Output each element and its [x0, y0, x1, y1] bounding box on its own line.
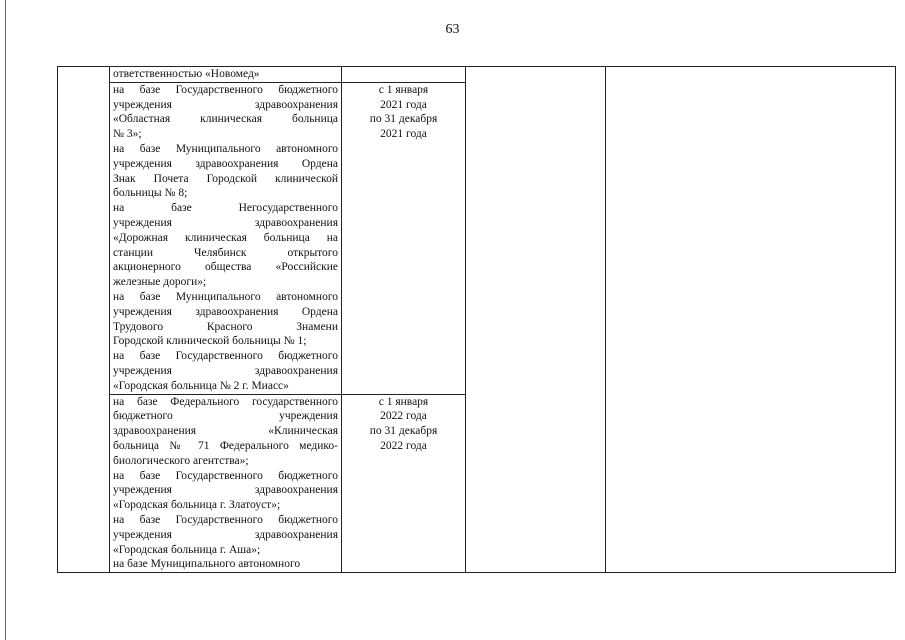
text-line: биологического агентства»;: [113, 454, 249, 467]
text-line: учреждения здравоохранения: [113, 364, 338, 377]
text-line: Городской клинической больницы № 1;: [113, 335, 307, 348]
period-cell: [342, 394, 466, 573]
period-line: с 1 января: [378, 83, 429, 96]
text-line: Трудового Красного Знамени: [113, 320, 338, 333]
text-line: № 3»;: [113, 128, 142, 141]
period-line: 2022 года: [380, 439, 427, 452]
text-line: «Областная клиническая больница: [113, 113, 338, 126]
text-line: Знак Почета Городской клинической: [113, 172, 338, 185]
facility-text-cell: [110, 394, 342, 573]
text-lines: [113, 83, 338, 394]
text-line: на базе Негосударственного: [113, 202, 338, 215]
text-line: учреждения здравоохранения: [113, 216, 338, 229]
period-lines: [345, 83, 462, 142]
text-line: «Дорожная клиническая больница на: [113, 231, 338, 244]
text-line: на базе Муниципального автономного: [113, 142, 338, 155]
period-line: по 31 декабря: [369, 425, 438, 438]
text-line: ответственностью «Новомед»: [113, 68, 260, 80]
period-line: по 31 декабря: [369, 113, 438, 126]
period-line: 2022 года: [380, 410, 427, 423]
period-lines: [345, 395, 462, 454]
empty-column-cell: [466, 67, 606, 573]
page-number: 63: [445, 22, 460, 37]
text-lines: [113, 67, 338, 82]
period-line: с 1 января: [378, 395, 429, 408]
text-line: на базе Муниципального автономного: [113, 290, 338, 303]
text-line: учреждения здравоохранения Ордена: [113, 157, 338, 170]
binding-edge-line: [5, 0, 6, 640]
text-line: «Городская больница г. Златоуст»;: [113, 499, 281, 512]
text-line: на базе Государственного бюджетного: [113, 513, 338, 526]
facility-text-cell: [110, 82, 342, 394]
text-line: «Городская больница г. Аша»;: [113, 543, 261, 556]
text-line: учреждения здравоохранения: [113, 98, 338, 111]
text-line: «Городская больница № 2 г. Миасс»: [113, 379, 289, 392]
text-line: здравоохранения «Клиническая: [113, 425, 338, 438]
text-line: бюджетного учреждения: [113, 410, 338, 423]
text-line: на базе Государственного бюджетного: [113, 350, 338, 363]
facility-text-cell: [110, 67, 342, 83]
text-line: учреждения здравоохранения: [113, 484, 338, 497]
text-lines: [113, 395, 338, 573]
table-row: [58, 67, 896, 83]
period-line: 2021 года: [380, 98, 427, 111]
text-line: акционерного общества «Российские: [113, 261, 338, 274]
text-line: станции Челябинск открытого: [113, 246, 338, 259]
text-line: на базе Государственного бюджетного: [113, 83, 338, 96]
text-line: учреждения здравоохранения Ордена: [113, 305, 338, 318]
text-line: учреждения здравоохранения: [113, 528, 338, 541]
number-column-cell: [58, 67, 110, 573]
document-table: [57, 66, 896, 573]
text-line: на базе Федерального государственного: [113, 395, 338, 408]
text-line: больницы № 8;: [113, 187, 188, 200]
text-line: на базе Муниципального автономного: [113, 558, 301, 571]
text-line: железные дороги»;: [113, 276, 207, 289]
text-line: на базе Государственного бюджетного: [113, 469, 338, 482]
text-line: больница № 71 Федерального медико-: [113, 439, 338, 452]
period-line: 2021 года: [380, 128, 427, 141]
period-cell: [342, 82, 466, 394]
period-cell: [342, 67, 466, 83]
empty-column-cell: [606, 67, 896, 573]
